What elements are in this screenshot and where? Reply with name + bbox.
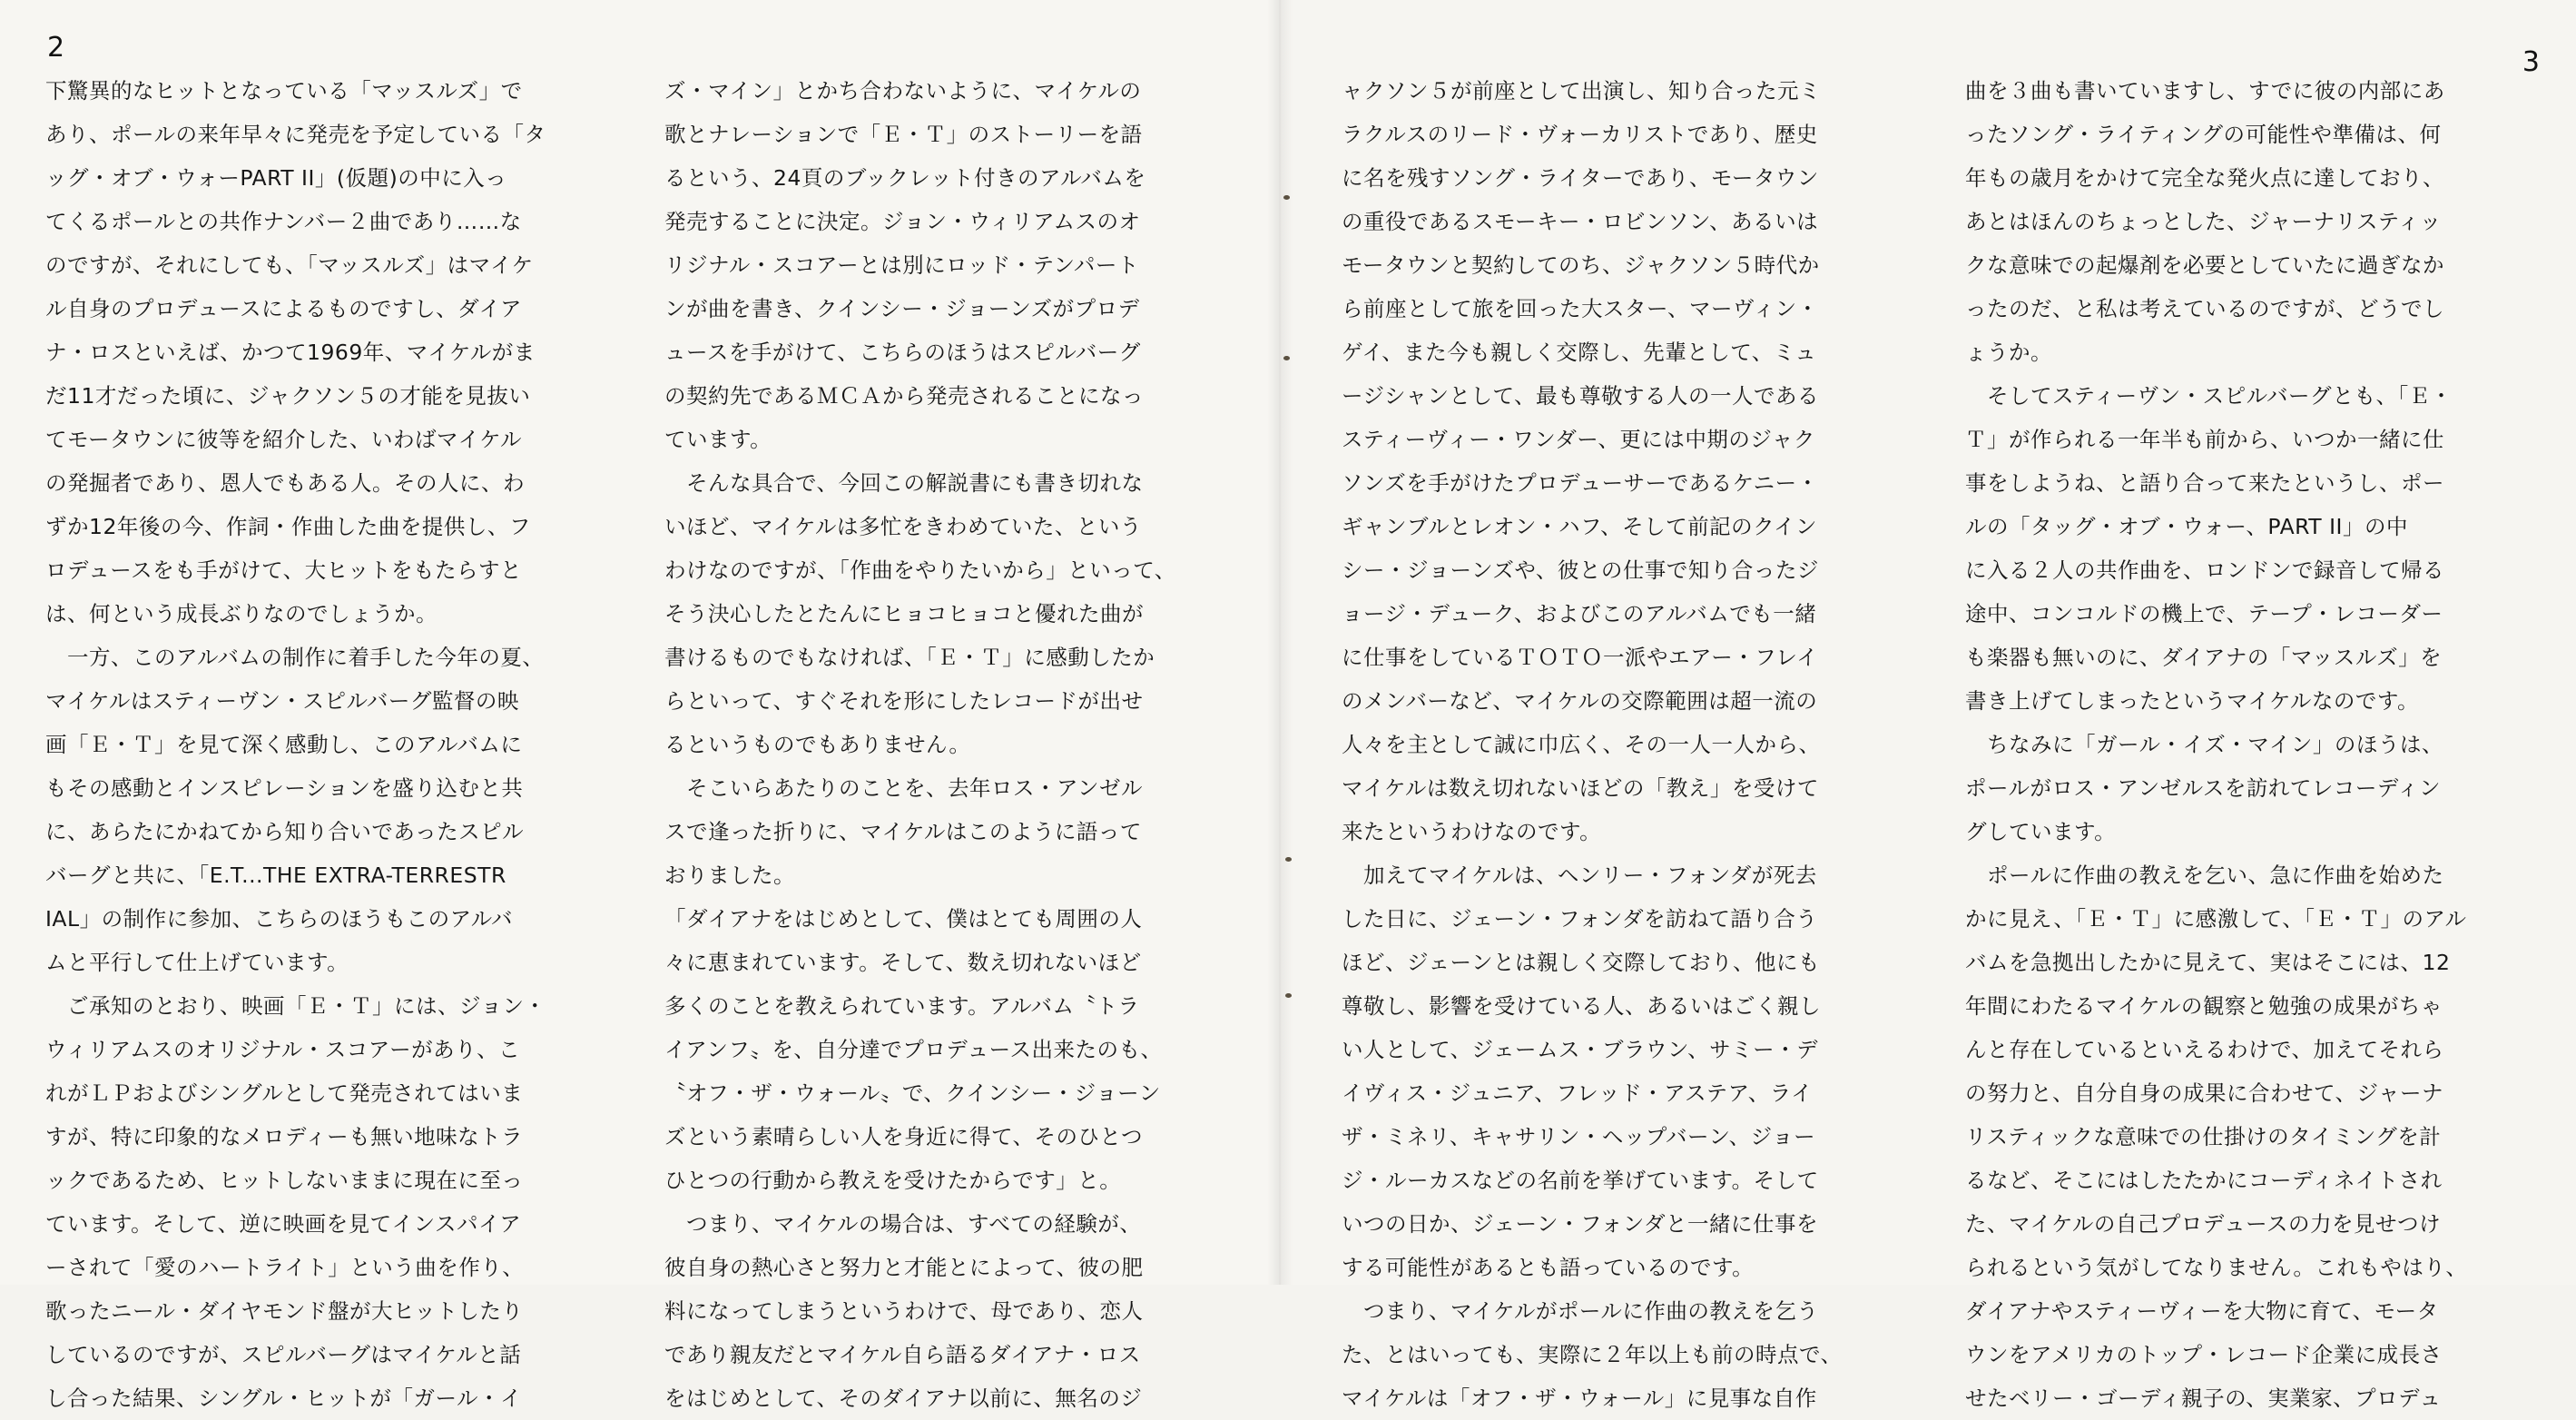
text-line: い人として、ジェームス・ブラウン、サミー・デ (1342, 1037, 1819, 1062)
text-line: のメンバーなど、マイケルの交際範囲は超一流の (1342, 688, 1818, 714)
text-line: わけなのですが、「作曲をやりたいから」といって、 (664, 557, 1176, 583)
text-line: ルの「タッグ・オブ・ウォー、PART II」の中 (1965, 514, 2408, 539)
text-line: 多くのことを教えられています。アルバム〝トラ (664, 993, 1140, 1019)
text-line: ウィリアムスのオリジナル・スコアーがあり、こ (45, 1037, 521, 1062)
text-line: スティーヴィー・ワンダー、更には中期のジャク (1342, 427, 1815, 452)
text-line: イヴィス・ジュニア、フレッド・アステア、ライ (1342, 1080, 1814, 1106)
text-line: あり、ポールの来年早々に発売を予定している「タ (45, 122, 546, 147)
text-line: た、とはいっても、実際に２年以上も前の時点で、 (1342, 1342, 1843, 1367)
text-line: する可能性があるとも語っているのです。 (1342, 1255, 1755, 1280)
text-line: Ｔ」が作られる一年半も前から、いつか一緒に仕 (1965, 427, 2444, 452)
text-line: クな意味での起爆剤を必要としていたに過ぎなか (1965, 252, 2444, 278)
text-line: グしています。 (1965, 819, 2117, 844)
text-line: 来たというわけなのです。 (1342, 819, 1602, 844)
text-line: 尊敬し、影響を受けている人、あるいはごく親し (1342, 993, 1821, 1019)
page-gutter (1267, 0, 1293, 1285)
text-line: 年もの歳月をかけて完全な発火点に達しており、 (1965, 165, 2444, 191)
text-line: ています。 (664, 427, 772, 452)
text-line: ひとつの行動から教えを受けたからです」と。 (664, 1168, 1122, 1193)
text-line: 一方、このアルバムの制作に着手した今年の夏、 (45, 645, 545, 670)
text-line: に仕事をしているＴＯＴＯ一派やエアー・フレイ (1342, 645, 1819, 670)
text-line: ムと平行して仕上げています。 (45, 950, 349, 975)
text-line: 発売することに決定。ジョン・ウィリアムスのオ (664, 209, 1141, 234)
text-line: ル自身のプロデュースによるものですし、ダイア (45, 296, 522, 321)
text-line: に名を残すソング・ライターであり、モータウン (1342, 165, 1819, 191)
text-line: ラクルスのリード・ヴォーカリストであり、歴史 (1342, 122, 1818, 147)
text-line: ポールに作曲の教えを乞い、急に作曲を始めた (1965, 863, 2444, 888)
text-line: つまり、マイケルの場合は、すべての経験が、 (664, 1211, 1142, 1237)
text-line: の発掘者であり、恩人でもある人。その人に、わ (45, 470, 525, 496)
text-line: るなど、そこにはしたたかにコーディネイトされ (1965, 1168, 2443, 1193)
text-line: 曲を３曲も書いていますし、すでに彼の内部にあ (1965, 78, 2445, 104)
text-line: ら前座として旅を回った大スター、マーヴィン・ (1342, 296, 1819, 321)
text-line: バーグと共に、「E.T...THE EXTRA-TERRESTR (45, 863, 506, 888)
text-line: の努力と、自分自身の成果に合わせて、ジャーナ (1965, 1080, 2444, 1106)
text-line: ズ・マイン」とかち合わないように、マイケルの (664, 78, 1142, 104)
text-column-1 (45, 69, 599, 1420)
text-line: 画「Ｅ・Ｔ」を見て深く感動し、このアルバムに (45, 732, 523, 757)
text-line: ックであるため、ヒットしないままに現在に至っ (45, 1168, 524, 1193)
text-line: せたベリー・ゴーディ親子の、実業家、プロデュ (1965, 1385, 2442, 1411)
text-line: シー・ジョーンズや、彼との仕事で知り合ったジ (1342, 557, 1819, 583)
text-line: いつの日か、ジェーン・フォンダと一緒に仕事を (1342, 1211, 1818, 1237)
text-line: ョージ・デューク、およびこのアルバムでも一緒 (1342, 601, 1817, 626)
text-line: ポールがロス・アンゼルスを訪れてレコーディン (1965, 775, 2442, 801)
text-line: ご承知のとおり、映画「Ｅ・Ｔ」には、ジョン・ (45, 993, 546, 1019)
text-column-3 (1342, 69, 1895, 1420)
text-column-2 (664, 69, 1218, 1420)
text-line: おりました。 (664, 863, 795, 888)
print-speck (1285, 993, 1292, 998)
text-line: に入る２人の共作曲を、ロンドンで録音して帰る (1965, 557, 2444, 583)
text-line: だ11才だった頃に、ジャクソン５の才能を見抜い (45, 383, 531, 409)
text-line: あとはほんのちょっとした、ジャーナリスティッ (1965, 209, 2442, 234)
text-line: ロデュースをも手がけて、大ヒットをもたらすと (45, 557, 522, 583)
text-line: ザ・ミネリ、キャサリン・ヘップバーン、ジョー (1342, 1124, 1816, 1149)
text-line: ンが曲を書き、クインシー・ジョーンズがプロデ (664, 296, 1140, 321)
text-line: 〝オフ・ザ・ウォール〟で、クインシー・ジョーン (664, 1080, 1161, 1106)
text-line: であり親友だとマイケル自ら語るダイアナ・ロス (664, 1342, 1141, 1367)
text-line: 歌ったニール・ダイヤモンド盤が大ヒットしたり (45, 1298, 524, 1324)
text-line: の重役であるスモーキー・ロビンソン、あるいは (1342, 209, 1819, 234)
text-line: は、何という成長ぶりなのでしょうか。 (45, 601, 438, 626)
text-line: マイケルはスティーヴン・スピルバーグ監督の映 (45, 688, 519, 714)
text-line: そう決心したとたんにヒョコヒョコと優れた曲が (664, 601, 1144, 626)
text-line: かに見え、「Ｅ・Ｔ」に感激して、「Ｅ・Ｔ」のアル (1965, 906, 2467, 932)
text-line: に、あらたにかねてから知り合いであったスピル (45, 819, 525, 844)
text-line: いほど、マイケルは多忙をきわめていた、という (664, 514, 1142, 539)
text-line: ッグ・オブ・ウォーPART II」(仮題)の中に入っ (45, 165, 507, 191)
text-line: しているのですが、スピルバーグはマイケルと話 (45, 1342, 522, 1367)
text-line: そんな具合で、今回この解説書にも書き切れな (664, 470, 1144, 496)
text-line: つまり、マイケルがポールに作曲の教えを乞う (1342, 1298, 1819, 1324)
text-line: そこいらあたりのことを、去年ロス・アンゼル (664, 775, 1144, 801)
text-line: した日に、ジェーン・フォンダを訪ねて語り合う (1342, 906, 1818, 932)
text-line: 「ダイアナをはじめとして、僕はとても周囲の人 (664, 906, 1143, 932)
text-line: ナ・ロスといえば、かつて1969年、マイケルがま (45, 340, 536, 365)
text-line: の契約先であるＭＣＡから発売されることになっ (664, 383, 1144, 409)
text-line: ダイアナやスティーヴィーを大物に育て、モータ (1965, 1298, 2439, 1324)
text-line: 事をしようね、と語り合って来たというし、ポー (1965, 470, 2444, 496)
text-line: マイケルは「オフ・ザ・ウォール」に見事な自作 (1342, 1385, 1817, 1411)
text-line: らといって、すぐそれを形にしたレコードが出せ (664, 688, 1144, 714)
text-line: もその感動とインスピレーションを盛り込むと共 (45, 775, 524, 801)
text-line: のですが、それにしても、「マッスルズ」はマイケ (45, 252, 534, 278)
text-line: た、マイケルの自己プロデュースの力を見せつけ (1965, 1211, 2442, 1237)
text-line: ソンズを手がけたプロデューサーであるケニー・ (1342, 470, 1819, 496)
text-line: ずか12年後の今、作詞・作曲した曲を提供し、フ (45, 514, 531, 539)
text-line: ゲイ、また今も親しく交際し、先輩として、ミュ (1342, 340, 1817, 365)
text-line: ったのだ、と私は考えているのですが、どうでし (1965, 296, 2444, 321)
text-line: ギャンブルとレオン・ハフ、そして前記のクイン (1342, 514, 1818, 539)
text-line: ジ・ルーカスなどの名前を挙げています。そして (1342, 1168, 1819, 1193)
text-line: バムを急拠出したかに見えて、実はそこには、12 (1965, 950, 2451, 975)
text-line: ています。そして、逆に映画を見てインスパイア (45, 1211, 522, 1237)
text-line: 書けるものでもなければ、「Ｅ・Ｔ」に感動したか (664, 645, 1155, 670)
text-line: 歌とナレーションで「Ｅ・Ｔ」のストーリーを語 (664, 122, 1143, 147)
text-line: ャクソン５が前座として出演し、知り合った元ミ (1342, 78, 1821, 104)
text-line: リスティックな意味での仕掛けのタイミングを計 (1965, 1124, 2442, 1149)
text-line: るというものでもありません。 (664, 732, 971, 757)
text-line: ーされて「愛のハートライト」という曲を作り、 (45, 1255, 525, 1280)
text-line: ュースを手がけて、こちらのほうはスピルバーグ (664, 340, 1141, 365)
text-line: すが、特に印象的なメロディーも無い地味なトラ (45, 1124, 524, 1149)
text-line: イアンフ〟を、自分達でプロデュース出来たのも、 (664, 1037, 1163, 1062)
text-line: マイケルは数え切れないほどの「教え」を受けて (1342, 775, 1819, 801)
text-line: れがＬＰおよびシングルとして発売されてはいま (45, 1080, 524, 1106)
text-line: も楽器も無いのに、ダイアナの「マッスルズ」を (1965, 645, 2443, 670)
text-line: ージシャンとして、最も尊敬する人の一人である (1342, 383, 1820, 409)
text-line: 年間にわたるマイケルの観察と勉強の成果がちゃ (1965, 993, 2443, 1019)
text-line: ウンをアメリカのトップ・レコード企業に成長さ (1965, 1342, 2443, 1367)
text-line: てくるポールとの共作ナンバー２曲であり……な (45, 209, 522, 234)
text-line: し合った結果、シングル・ヒットが「ガール・イ (45, 1385, 523, 1411)
page-number-left: 2 (47, 32, 65, 64)
text-line: リジナル・スコアーとは別にロッド・テンパート (664, 252, 1139, 278)
print-speck (1283, 356, 1290, 360)
page-number-right: 3 (2522, 46, 2540, 78)
text-line: 々に恵まれています。そして、数え切れないほど (664, 950, 1142, 975)
text-line: 加えてマイケルは、ヘンリー・フォンダが死去 (1342, 863, 1817, 888)
text-line: ょうか。 (1965, 340, 2052, 365)
text-line: 人々を主として誠に巾広く、その一人一人から、 (1342, 732, 1821, 757)
text-line: スで逢った折りに、マイケルはこのように語って (664, 819, 1142, 844)
print-speck (1283, 195, 1290, 200)
left-page (0, 0, 1280, 1411)
text-line: ちなみに「ガール・イズ・マイン」のほうは、 (1965, 732, 2443, 757)
text-line: てモータウンに彼等を紹介した、いわばマイケル (45, 427, 522, 452)
text-column-4 (1965, 69, 2519, 1420)
text-line: ほど、ジェーンとは親しく交際しており、他にも (1342, 950, 1821, 975)
text-line: るという、24頁のブックレット付きのアルバムを (664, 165, 1146, 191)
text-line: ズという素晴らしい人を身近に得て、そのひとつ (664, 1124, 1144, 1149)
text-line: 彼自身の熱心さと努力と才能とによって、彼の肥 (664, 1255, 1144, 1280)
text-line: 書き上げてしまったというマイケルなのです。 (1965, 688, 2420, 714)
text-line: IAL」の制作に参加、こちらのほうもこのアルバ (45, 906, 514, 932)
text-line: 下驚異的なヒットとなっている「マッスルズ」で (45, 78, 523, 104)
text-line: ったソング・ライティングの可能性や準備は、何 (1965, 122, 2442, 147)
text-line: そしてスティーヴン・スピルバーグとも、「Ｅ・ (1965, 383, 2453, 409)
text-line: モータウンと契約してのち、ジャクソン５時代か (1342, 252, 1820, 278)
print-speck (1285, 857, 1292, 862)
text-line: られるという気がしてなりません。これもやはり、 (1965, 1255, 2468, 1280)
text-line: んと存在しているといえるわけで、加えてそれら (1965, 1037, 2444, 1062)
text-line: をはじめとして、そのダイアナ以前に、無名のジ (664, 1385, 1143, 1411)
text-line: 途中、コンコルドの機上で、テープ・レコーダー (1965, 601, 2443, 626)
text-line: 料になってしまうというわけで、母であり、恋人 (664, 1298, 1144, 1324)
